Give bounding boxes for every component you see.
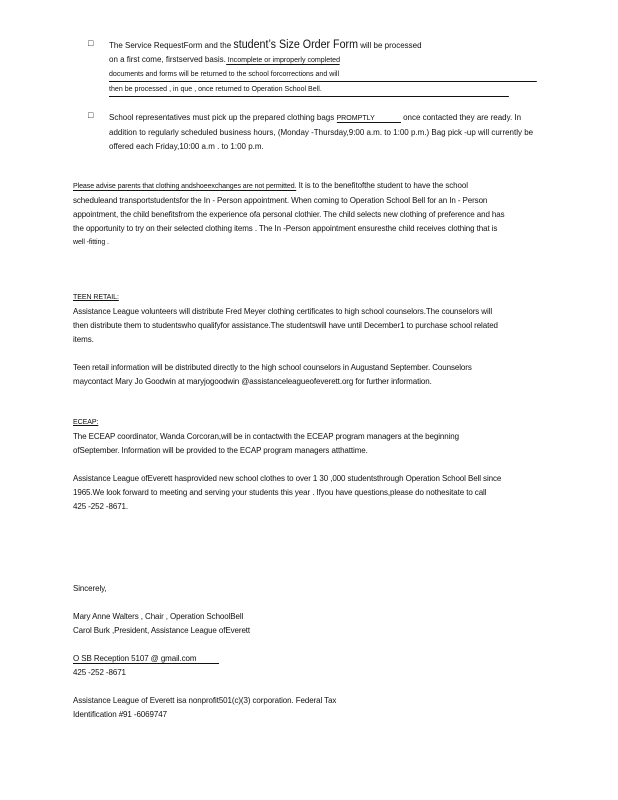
bullet-pickup-text: [109, 110, 537, 153]
eceap-p1: The ECEAP coordinator, Wanda Corcoran,will be in contactwith the ECEAP program managers at the beginning ofSeptember. Information will be provided to the ECAP program managers atthattime.: [73, 431, 460, 455]
sincerely: Sincerely,: [73, 583, 107, 593]
bullet1-line3: documents and forms will be returned to the school forcorrections and will: [109, 67, 537, 82]
teen-retail-p2: Teen retail information will be distributed directly to the high school counselors in Augustand September. Counselors maycontact Mary Jo Goodwin at maryjogoodwin @assistanceleagueofeverett.org for further information.: [73, 362, 472, 386]
signature-line-2: Carol Burk ,President, Assistance League ofEverett: [73, 625, 251, 635]
eceap-section: [73, 414, 506, 513]
contact-phone: 425 -252 -8671: [73, 667, 126, 677]
signature-line-1: Mary Anne Walters , Chair , Operation SchoolBell: [73, 611, 244, 621]
exchange-paragraph: [73, 178, 506, 249]
bullet2-rest: once contacted they are ready. In addition to regularly scheduled business hours, (Monday -Thursday,9:00 a.m. to 1:00 p.m.) Bag pick -up will currently be offered each Friday,10:00 a.m . to 1:00 p.m.: [109, 112, 534, 151]
checkbox-bullet-icon: □: [88, 38, 94, 48]
teen-retail-p1: Assistance League volunteers will distribute Fred Meyer clothing certificates to high school counselors.The counselors will then distribute them to studentswho qualifyfor assistance.The studentswill have until December1 to purchase school related items.: [73, 306, 498, 344]
exchange-underlined: Please advise parents that clothing andshoeexchanges are not permitted.: [73, 181, 297, 190]
tax-line-2: Identification #91 -6069747: [73, 709, 167, 719]
tax-line-1: Assistance League of Everett isa nonprofit501(c)(3) corporation. Federal Tax: [73, 695, 337, 705]
bullet1-line4: then be processed , in que , once returned to Operation School Bell.: [109, 82, 509, 97]
bullet1-line2-underlined: Incomplete or improperly completed: [225, 55, 341, 64]
eceap-p2: Assistance League ofEverett hasprovided new school clothes to over 1 30 ,000 studentsthrough Operation School Bell since 1965.We look forward to meeting and serving your students this year . Ifyou have questions,please do nothesitate to call: [73, 473, 502, 497]
exchange-rest: It is to the benefitofthe student to have the school scheduleand transportstudentsfor the In - Person appointment. When coming to Operation School Bell for an In - Person appointment, the child benefitsfrom the experience ofa personal clothier. The child selects new clothing of preference and has the opportunity to try on their selected clothing items . The In -Person appointment ensuresthe child receives clothing that is: [73, 180, 505, 233]
eceap-phone: 425 -252 -8671.: [73, 501, 129, 511]
teen-retail-section: [73, 289, 506, 388]
checkbox-bullet-icon: □: [88, 110, 94, 120]
bullet-pickup: [90, 110, 538, 153]
form-name: student’s Size Order Form: [233, 39, 359, 51]
bullet-processing-text: [109, 38, 537, 97]
exchange-last: well -fitting .: [73, 237, 109, 246]
bullet-processing: [90, 38, 538, 97]
bullet1-pre: The Service RequestForm and the: [109, 40, 234, 50]
promptly-label: PROMPTLY: [336, 113, 400, 123]
teen-retail-heading: TEEN RETAIL:: [73, 292, 119, 301]
eceap-heading: ECEAP:: [73, 417, 99, 426]
closing-section: [73, 581, 506, 721]
bullet1-line2: on a first come, firstserved basis.: [109, 54, 226, 64]
bullet2-pre: School representatives must pick up the prepared clothing bags: [109, 112, 337, 122]
contact-email: O SB Reception 5107 @ gmail.com: [73, 653, 219, 664]
bullet1-post: will be processed: [358, 40, 422, 50]
